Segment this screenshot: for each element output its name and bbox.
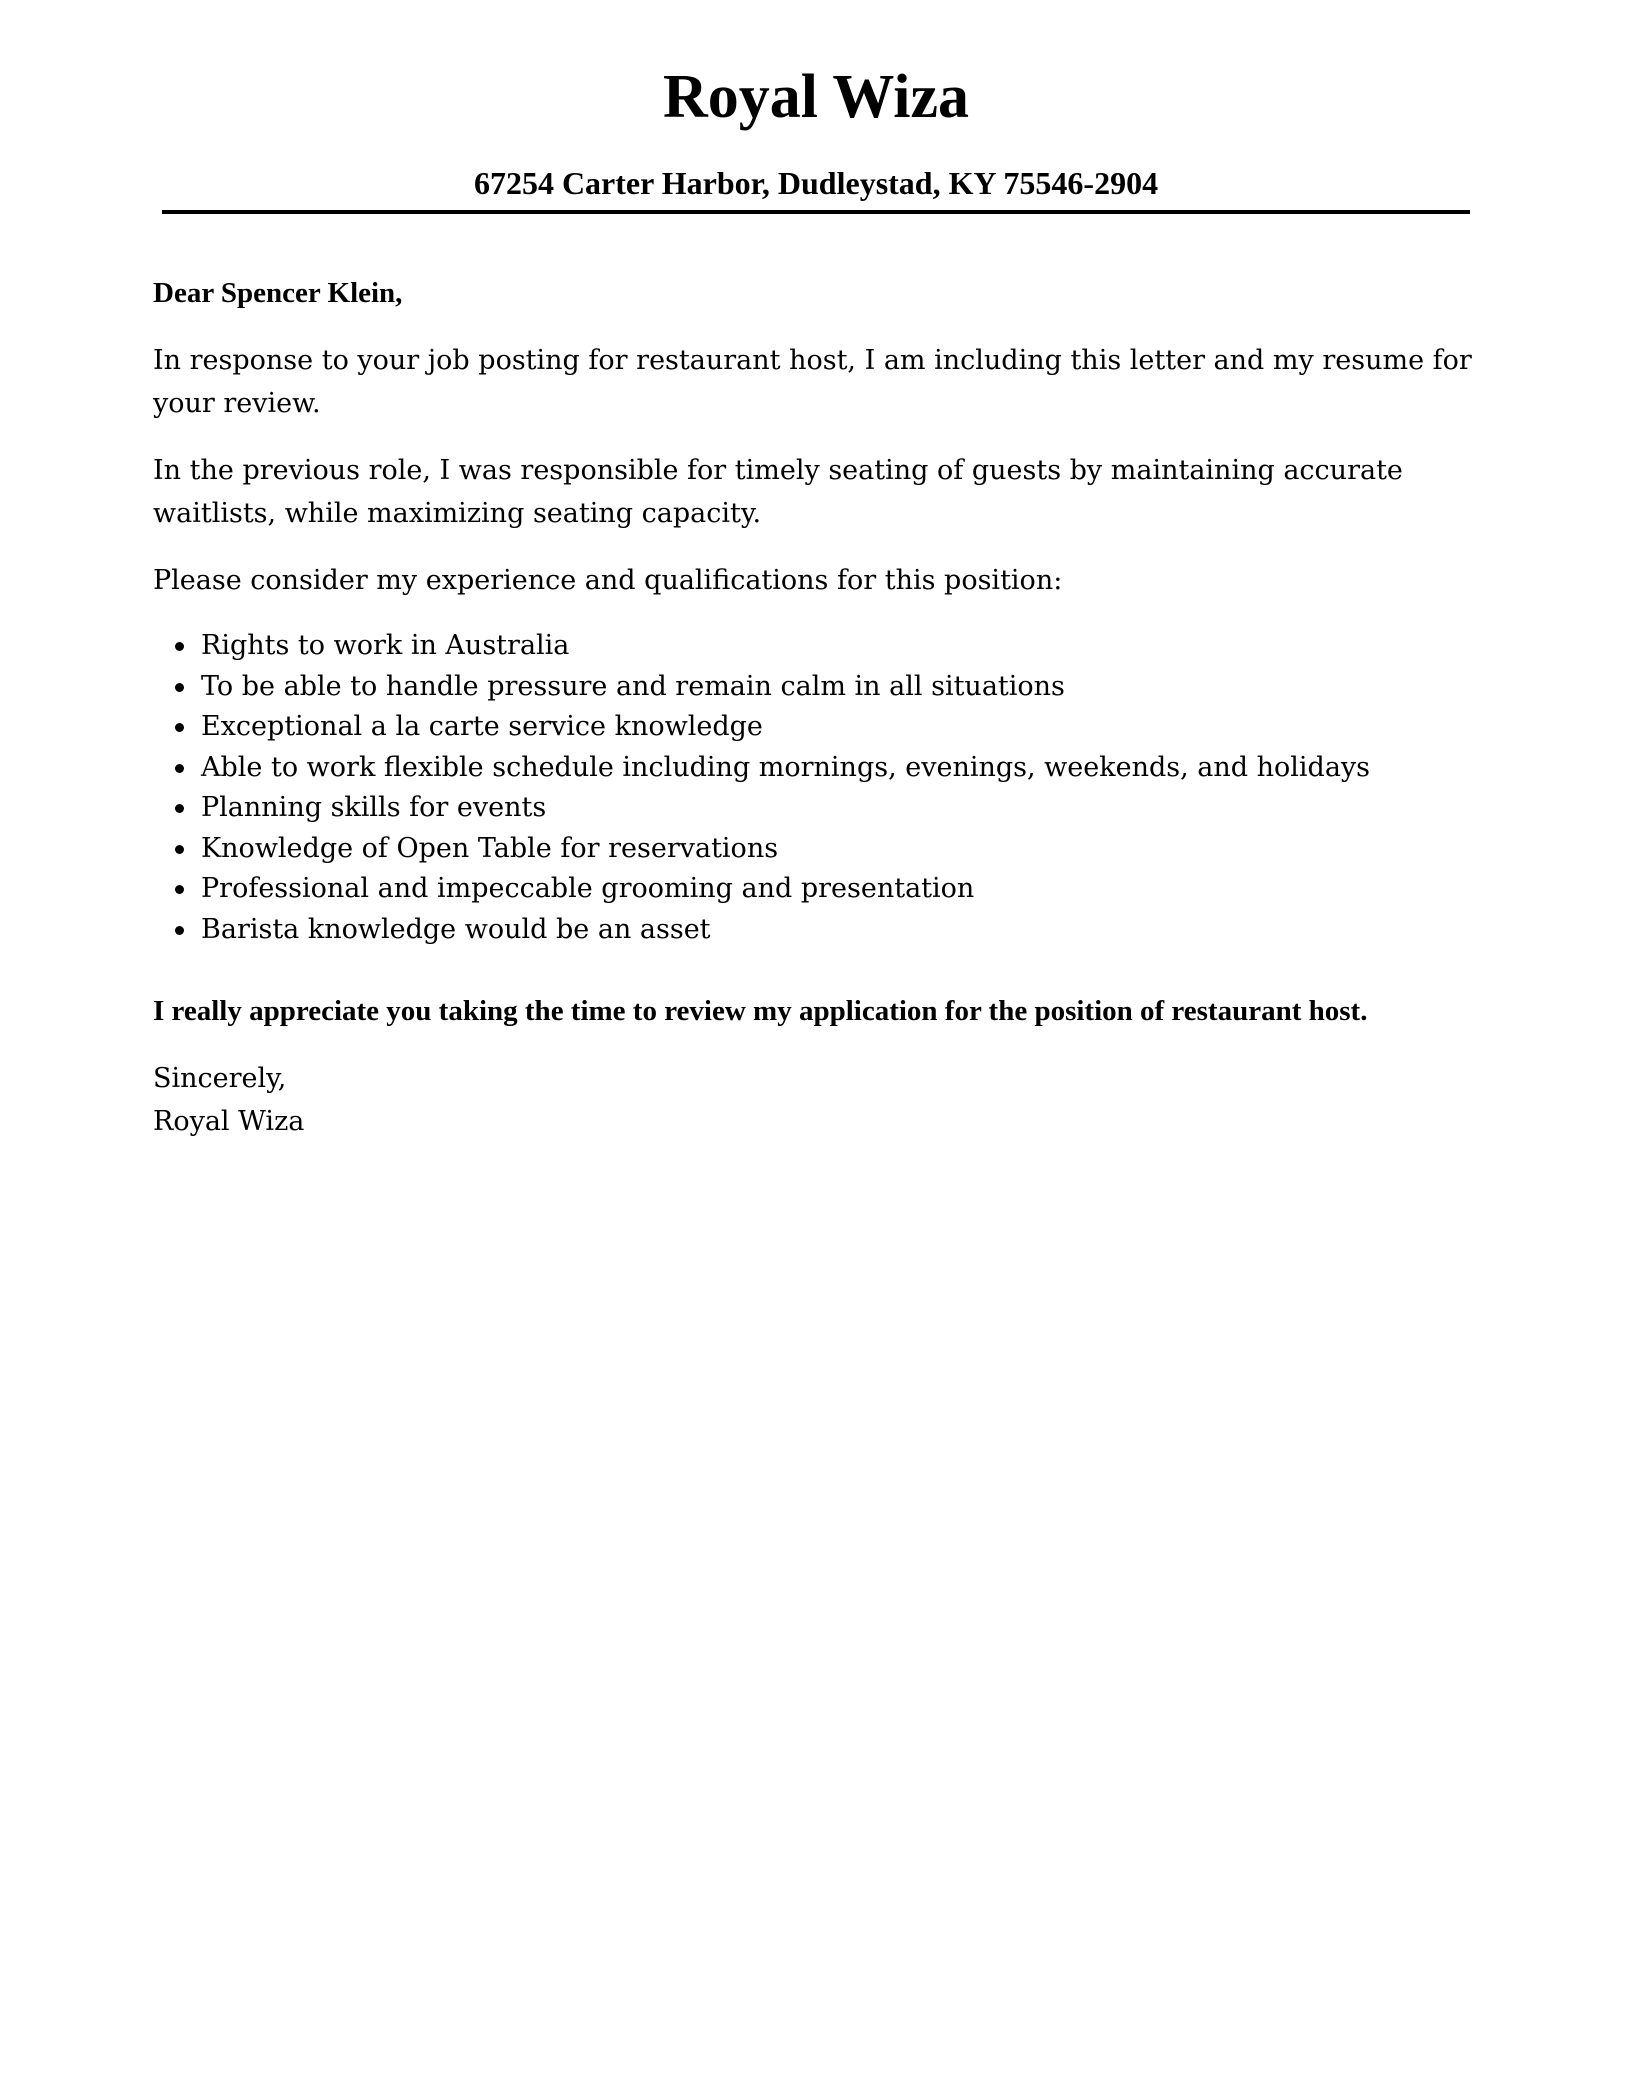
list-item: [201, 869, 1483, 910]
closing-statement: I really appreciate you taking the time to review my application for the position of restaurant host.: [153, 995, 1368, 1027]
list-item: [201, 707, 1483, 748]
qualifications-intro: Please consider my experience and qualifications for this position:: [153, 565, 1063, 596]
letter-body: [153, 272, 1483, 1143]
bullet-icon: [175, 845, 184, 854]
list-item: [201, 626, 1483, 667]
bullet-icon: [175, 926, 184, 935]
header-divider: [162, 210, 1470, 214]
list-item: [201, 829, 1483, 870]
list-item-text: Planning skills for events: [201, 792, 547, 823]
list-item-text: Exceptional a la carte service knowledge: [201, 711, 763, 742]
bullet-icon: [175, 804, 184, 813]
sender-address: 67254 Carter Harbor, Dudleystad, KY 75546-2904: [473, 165, 1159, 201]
bullet-icon: [175, 683, 184, 692]
list-item-text: Barista knowledge would be an asset: [201, 913, 711, 945]
bullet-icon: [175, 885, 184, 894]
list-item: [201, 667, 1483, 708]
bullet-icon: [175, 764, 184, 773]
salutation: Dear Spencer Klein,: [153, 277, 403, 309]
list-item-text: Able to work flexible schedule including mornings, evenings, weekends, and holidays: [201, 751, 1371, 783]
qualifications-list: [153, 626, 1483, 950]
signature: Royal Wiza: [153, 1106, 305, 1137]
list-item: [201, 910, 1483, 951]
signoff: Sincerely,: [153, 1063, 287, 1094]
list-item-text: Knowledge of Open Table for reservations: [201, 832, 779, 864]
bullet-icon: [175, 723, 184, 732]
list-item: [201, 788, 1483, 829]
bullet-icon: [175, 642, 184, 651]
list-item-text: To be able to handle pressure and remain calm in all situations: [201, 670, 1065, 702]
sender-name: Royal Wiza: [662, 63, 969, 131]
list-item-text: Rights to work in Australia: [201, 630, 570, 661]
experience-paragraph: In the previous role, I was responsible for timely seating of guests by maintaining accurate waitlists, while maximizing seating capacity.: [153, 455, 1403, 529]
list-item-text: Professional and impeccable grooming and presentation: [201, 873, 975, 904]
list-item: [201, 748, 1483, 789]
intro-paragraph: In response to your job posting for restaurant host, I am including this letter and my resume for your review.: [153, 345, 1472, 419]
